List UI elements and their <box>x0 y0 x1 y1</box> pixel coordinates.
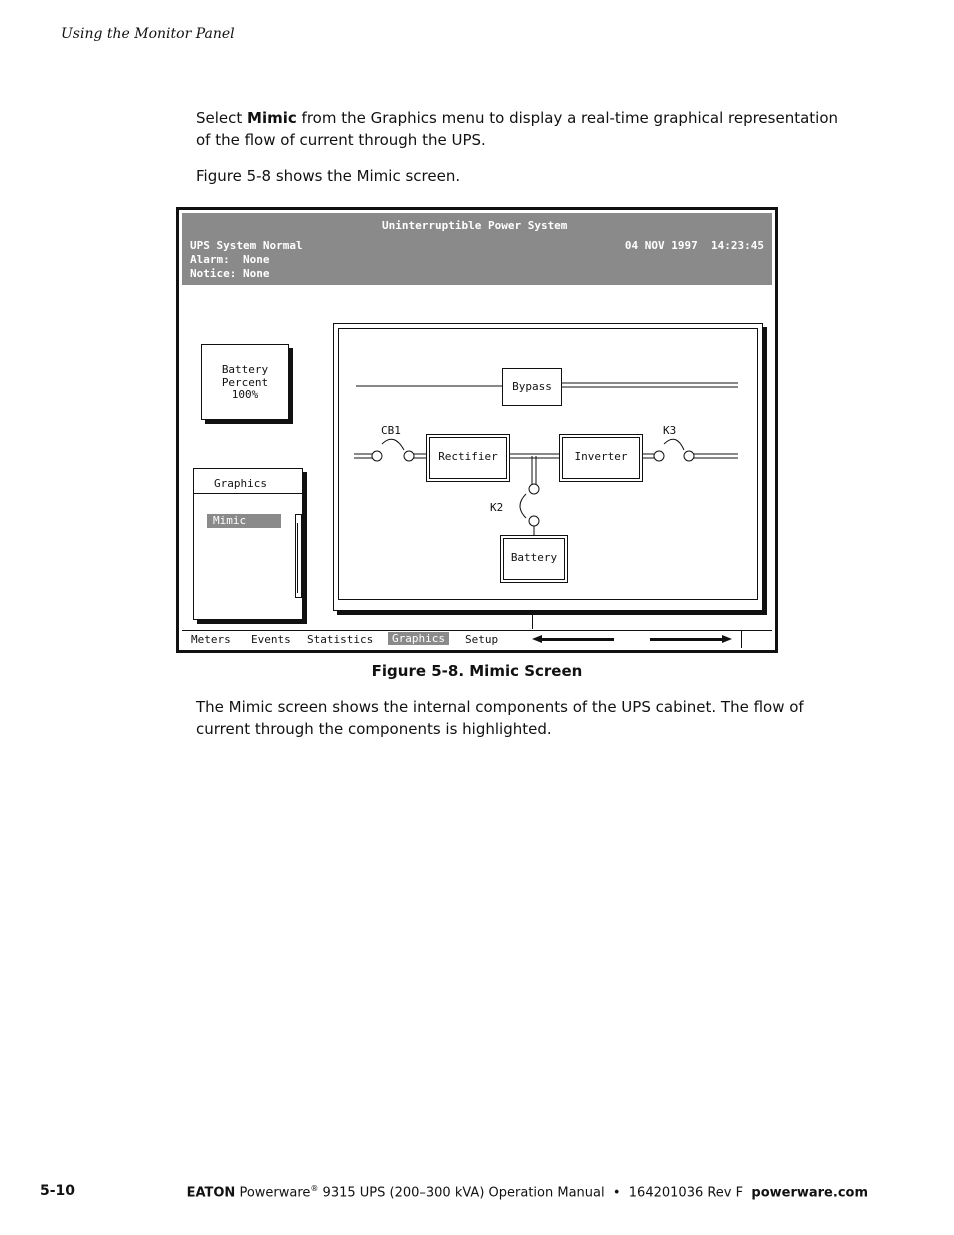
cb1-contact-right <box>404 451 414 461</box>
intro-bold-term: Mimic <box>247 109 297 127</box>
footer-product: Powerware <box>239 1185 311 1201</box>
cb1-contact-left <box>372 451 382 461</box>
bypass-label: Bypass <box>512 380 552 393</box>
k2-switch-arc <box>520 494 526 518</box>
k3-label: K3 <box>663 424 677 437</box>
rectifier-label: Rectifier <box>438 450 498 463</box>
intro-text-rest: from the Graphics menu to display a real-time graphical representation of the flow of current through the UPS. <box>196 109 839 149</box>
left-arrow-icon <box>532 635 542 643</box>
figure-reference: Figure 5-8 shows the Mimic screen. <box>196 167 461 185</box>
date-time: 04 NOV 1997 14:23:45 <box>624 239 764 252</box>
intro-text: Select <box>196 109 248 127</box>
mimic-screen <box>176 207 778 653</box>
page-number: 5-10 <box>40 1183 76 1199</box>
k2-contact-bottom <box>529 516 539 526</box>
cb1-switch-arc <box>382 439 404 450</box>
inverter-label: Inverter <box>574 450 628 463</box>
description-paragraph: The Mimic screen shows the internal components of the UPS cabinet. The flow of current through the components is highlighted. <box>196 698 804 738</box>
menu-scrollbar[interactable] <box>295 514 302 598</box>
figure-caption: Figure 5-8. Mimic Screen <box>371 662 583 680</box>
inverter-box <box>559 434 643 482</box>
screen-header <box>182 213 772 285</box>
footer-manual-info: 9315 UPS (200–300 kVA) Operation Manual • 164201036 Rev F <box>318 1185 752 1201</box>
graphics-menu-panel <box>193 468 303 620</box>
alarm-status: Alarm: None <box>190 253 270 266</box>
battery-percent-value: 100% <box>231 388 259 401</box>
mimic-diagram-frame <box>333 323 763 611</box>
footer-brand: EATON <box>186 1185 236 1201</box>
menu-statistics[interactable]: Statistics <box>307 633 374 646</box>
screen-title: Uninterruptible Power System <box>382 219 568 232</box>
k2-contact-top <box>529 484 539 494</box>
battery-label: Battery <box>510 551 558 564</box>
footer-website: powerware.com <box>751 1185 868 1201</box>
graphics-menu-title: Graphics <box>214 477 267 490</box>
bypass-box <box>502 368 562 406</box>
k3-contact-left <box>654 451 664 461</box>
menu-setup[interactable]: Setup <box>465 633 499 646</box>
menu-events[interactable]: Events <box>251 633 291 646</box>
intro-paragraph <box>196 107 846 151</box>
k3-contact-right <box>684 451 694 461</box>
k3-switch-arc <box>664 439 684 450</box>
battery-box <box>500 535 568 583</box>
right-arrow-icon <box>722 635 732 643</box>
notice-status: Notice: None <box>190 267 270 280</box>
scroll-arrows[interactable] <box>532 633 752 647</box>
footer-reg-mark: ® <box>310 1184 319 1193</box>
bottom-menu-bar <box>182 630 772 648</box>
system-status: UPS System Normal <box>190 239 303 252</box>
battery-percent-line2: Percent <box>221 376 269 389</box>
menu-graphics[interactable]: Graphics <box>388 632 449 645</box>
battery-percent-line1: Battery <box>221 363 269 376</box>
running-head: Using the Monitor Panel <box>61 26 235 42</box>
menu-item-mimic[interactable]: Mimic <box>207 514 281 528</box>
menu-meters[interactable]: Meters <box>191 633 231 646</box>
rectifier-box <box>426 434 510 482</box>
battery-percent-box <box>201 344 289 420</box>
k2-label: K2 <box>490 501 504 514</box>
footer-line <box>187 1184 868 1200</box>
cb1-label: CB1 <box>381 424 401 437</box>
